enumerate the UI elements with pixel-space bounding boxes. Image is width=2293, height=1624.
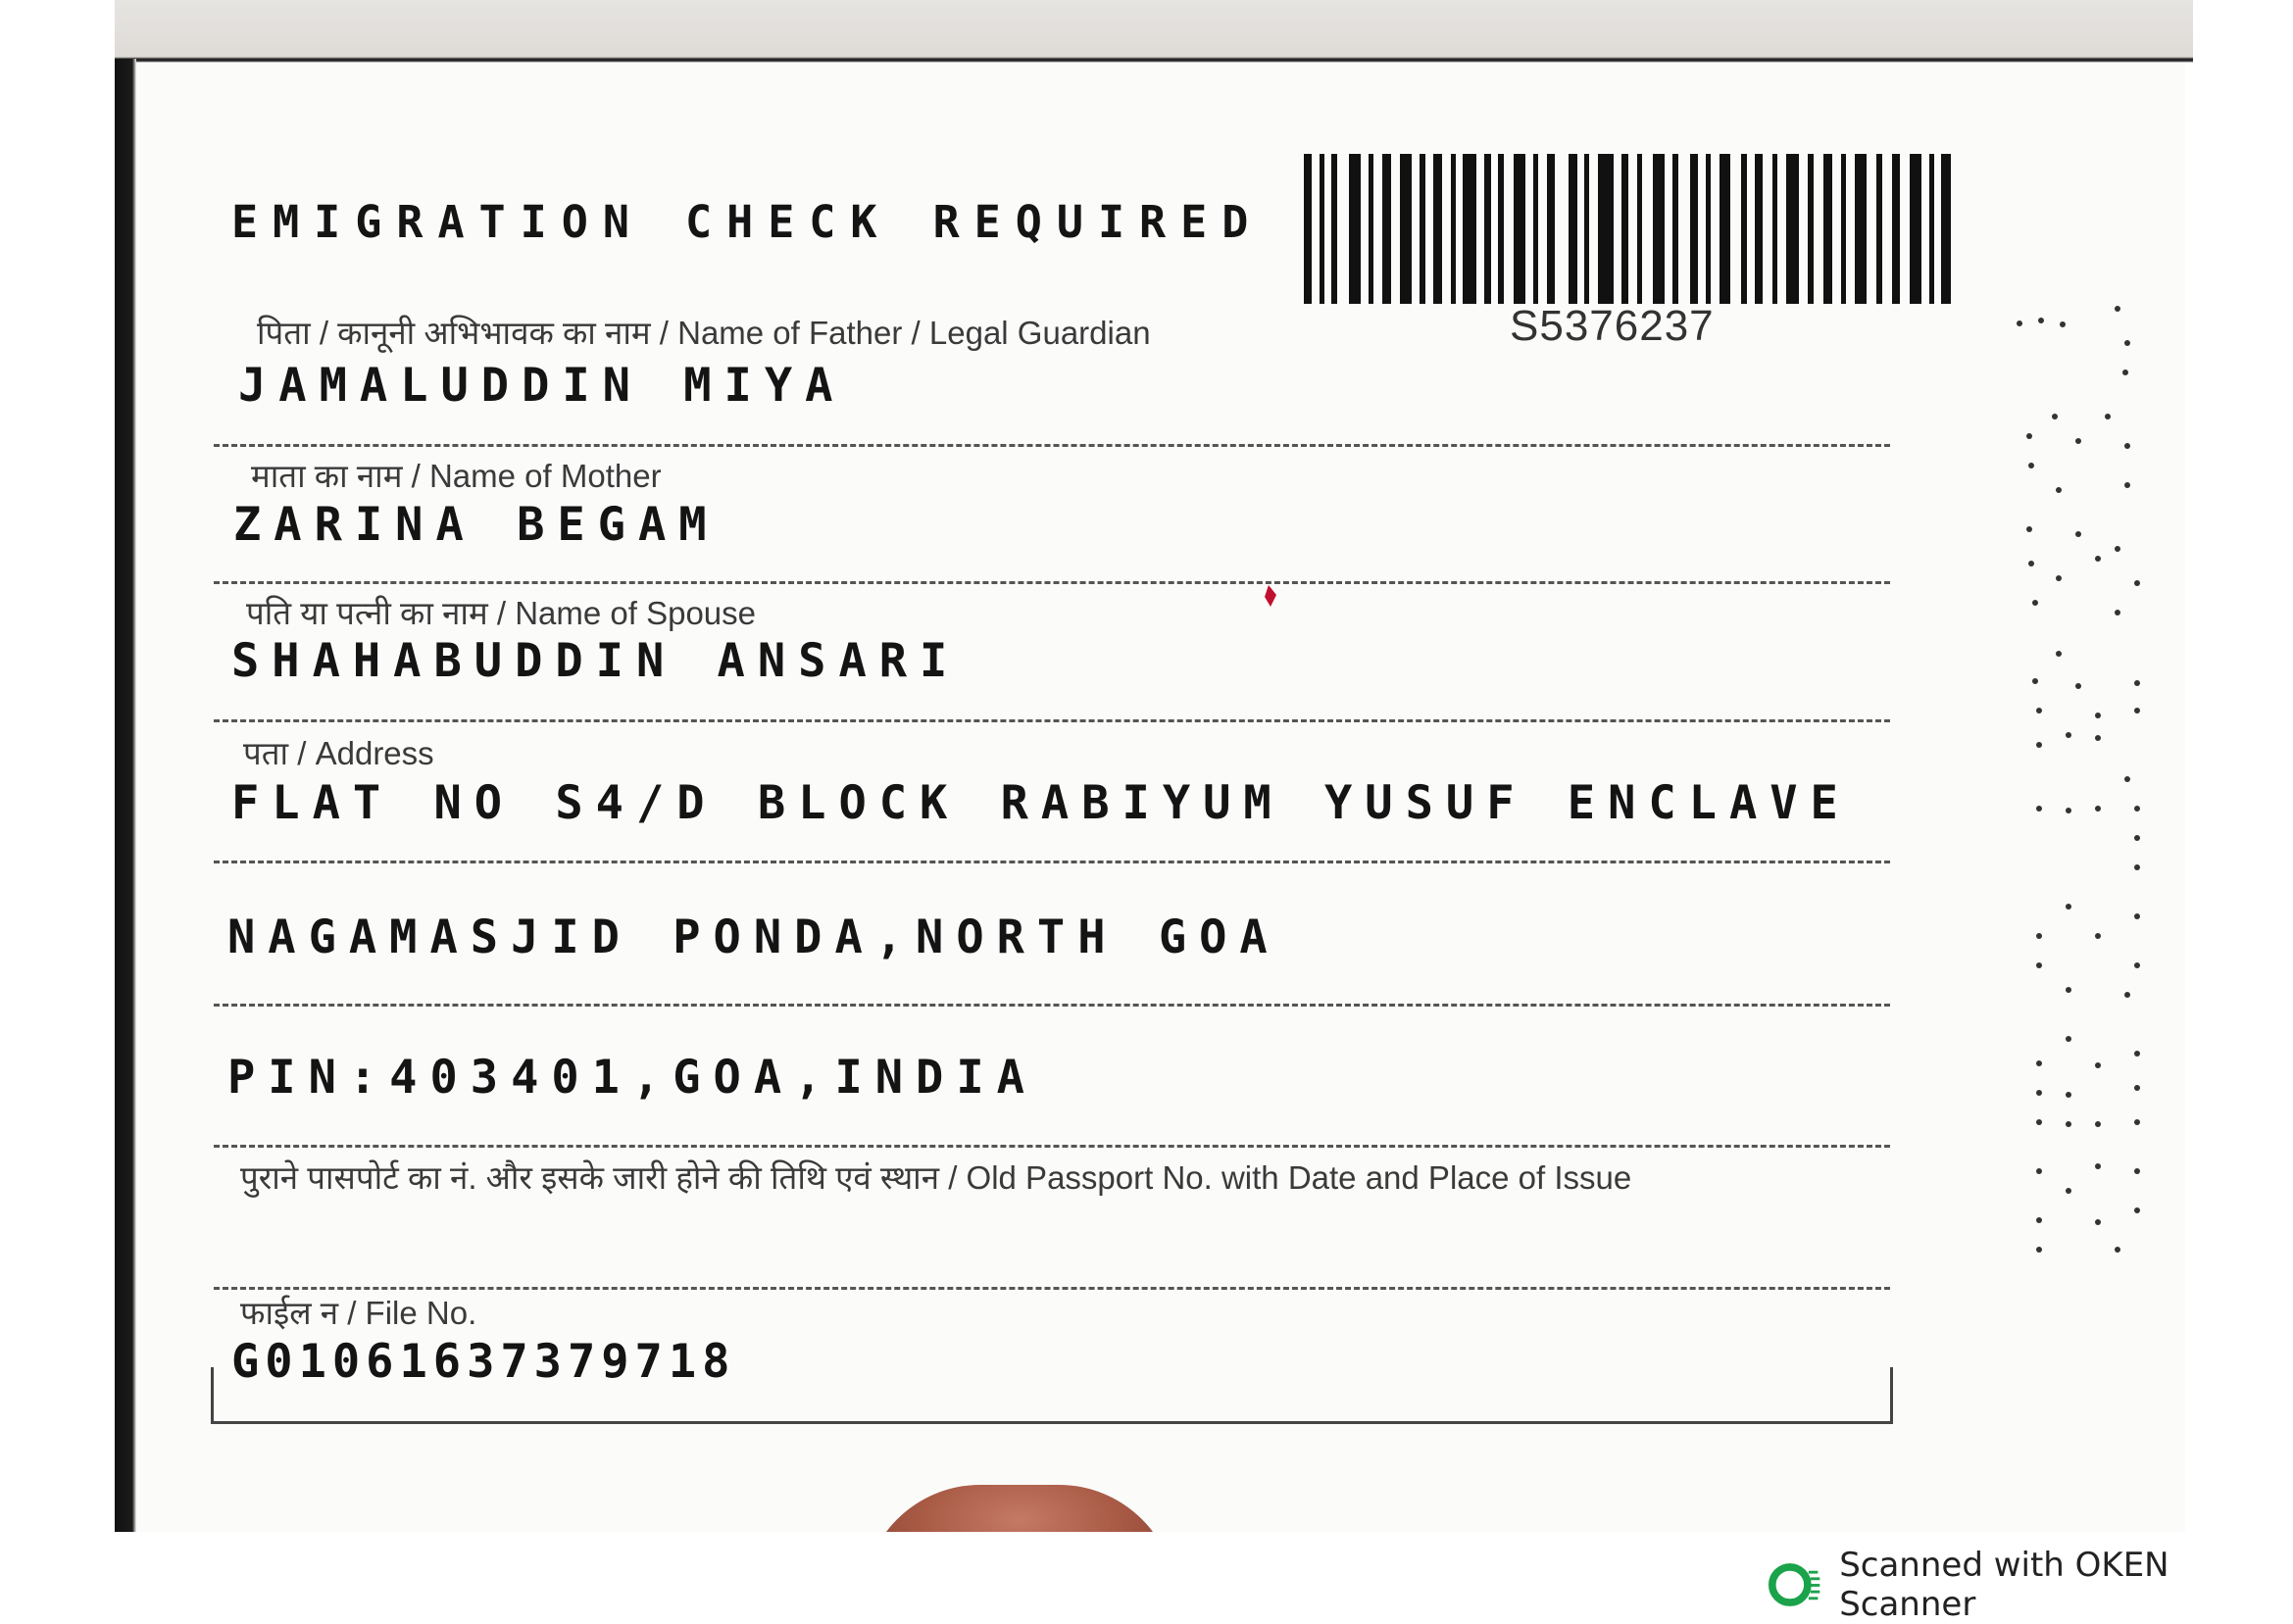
ink-mark (1255, 583, 1284, 613)
spouse-value: SHAHABUDDIN ANSARI (231, 634, 961, 688)
barcode (1304, 154, 1951, 304)
mother-label: माता का नाम / Name of Mother (251, 458, 662, 494)
divider (214, 719, 1890, 722)
spouse-label: पति या पत्नी का नाम / Name of Spouse (246, 595, 756, 631)
divider (214, 1004, 1890, 1007)
divider (214, 1145, 1890, 1148)
address-line-3: PIN:403401,GOA,INDIA (227, 1051, 1037, 1105)
divider (214, 444, 1890, 447)
scanner-watermark (1768, 1546, 2293, 1624)
passport-binding-edge (115, 59, 136, 1532)
scanner-logo-icon (1768, 1560, 1821, 1609)
barcode-number: S5376237 (1510, 302, 1715, 350)
file-no-value: G01061637379718 (231, 1335, 736, 1389)
file-no-box (211, 1367, 1893, 1424)
divider (214, 861, 1890, 863)
perforation-pattern (2000, 289, 2167, 1259)
file-no-label: फाईल न / File No. (240, 1295, 477, 1331)
mother-value: ZARINA BEGAM (233, 498, 720, 552)
emigration-heading: EMIGRATION CHECK REQUIRED (231, 196, 1264, 248)
father-label: पिता / कानूनी अभिभावक का नाम / Name of Father / Legal Guardian (257, 315, 1151, 351)
old-passport-label: पुराने पासपोर्ट का नं. और इसके जारी होने की तिथि एवं स्थान / Old Passport No. with Date and Place of Issue (240, 1159, 1632, 1196)
divider (214, 581, 1890, 584)
father-value: JAMALUDDIN MIYA (238, 359, 846, 413)
address-line-2: NAGAMASJID PONDA,NORTH GOA (227, 910, 1280, 964)
scanner-watermark-text: Scanned with OKEN Scanner (1839, 1546, 2169, 1624)
address-line-1: FLAT NO S4/D BLOCK RABIYUM YUSUF ENCLAVE (231, 776, 1851, 830)
address-label: पता / Address (243, 735, 434, 771)
